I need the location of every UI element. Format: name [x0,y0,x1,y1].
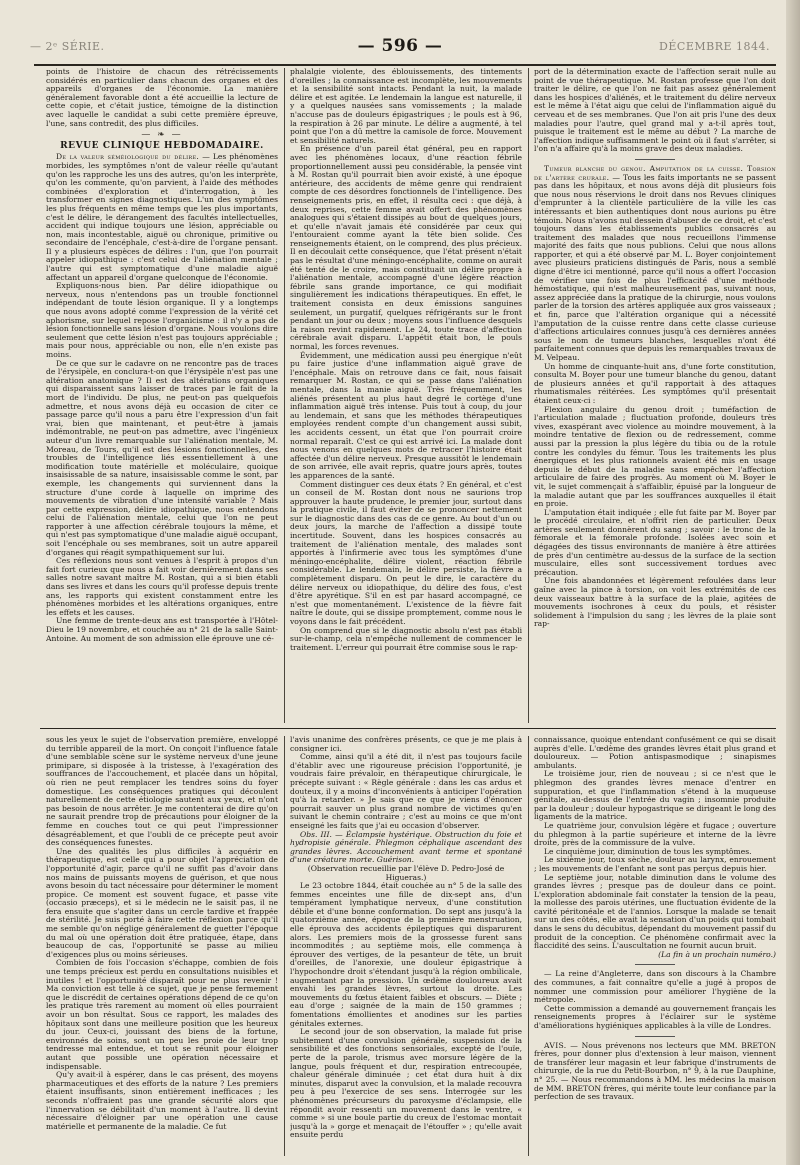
header-series: — 2ᵉ SÉRIE. [30,40,105,53]
paragraph: En présence d'un pareil état général, peu en rapport avec les phénomènes locaux, d'une réaction fébrile proportionnellement aussi peu considérable, la pensée vint à M. Rostan qu'il pourrait bien avoir existé, à une époque antérieure, des accidents de même genre qui rendraient compte de ces désordres fonctionnels de l'intelligence. Des renseignements pris, en effet, il résulta ceci : que déjà, à deux reprises, cette femme avait offert des phénomènes analogues qui s'étaient dissipés au bout de quelques jours, et qu'elle n'avait jamais été considérée par ceux qui l'entouraient comme ayant la tête bien solide. Ces renseignements étaient, on le comprend, des plus précieux. Il en découlait cette conséquence, que l'état présent n'était pas le résultat d'une méningo-encéphalite, comme on aurait été tenté de le croire, mais constituait un délire propre à l'aliénation mentale, accompagné d'une légère réaction fébrile sans grande importance, ce qui modifiait singulièrement les indications thérapeutiques. En effet, le traitement consista en deux émissions sanguines seulement, un purgatif, quelques réfrigérants sur le front pendant un jour ou deux ; moyens sous l'influence desquels la raison revint rapidement. Le 24, toute trace d'affection cérébrale avait disparu. L'appétit était bon, le pouls normal, les forces revenues. [290,144,522,351]
observation-title: Obs. III. — Éclampsie hystérique. Obstruction du foie et hydropisie générale. Phlegmon céphalique ascendant des grandes lèvres. Accouchement avant terme et spontané d'une créature morte. Guérison. [290,829,522,865]
paragraph: Comment distinguer ces deux états ? En général, et c'est un conseil de M. Rostan dont nous ne saurions trop approuver la haute prudence, le premier jour, surtout dans la pratique civile, il faut éviter de se prononcer nettement sur le diagnostic dans des cas de ce genre. Au bout d'un ou deux jours, la marche de l'affection a dissipé toute incertitude. Souvent, dans les hospices consacrés au traitement de l'aliénation mentale, des malades sont apportés à l'infirmerie avec tous les symptômes d'une méningo-encéphalite, délire violent, réaction fébrile considérable. Le lendemain, le délire persiste, la fièvre a complètement disparu. On peut le dire, le caractère du délire nerveux ou idiopathique, du délire des fous, c'est d'être apyrétique. S'il en est par hasard accompagné, ce n'est que momentanément. L'existence de la fièvre fait naître le doute, qui se dissipe promptement, comme nous le voyons dans le fait précédent. [290,479,522,626]
paragraph: phalalgie violente, des éblouissements, des tintements d'oreilles ; la connaissance est incomplète, les mouvements et la sensibilité sont intacts. Pendant la nuit, la malade délire et est agitée. Le lendemain la langue est naturelle, il y a quelques nausées sans vomissements ; la malade n'accuse pas de douleurs épigastriques ; le pouls est à 96, la respiration à 26 par minute. Le délire a augmenté, à tel point que l'on a dû mettre la camisole de force. Mouvement et sensibilité naturels. [290,68,522,145]
paragraph: Le sixième jour, toux sèche, douleur au larynx, enrouement ; les mouvements de l'enfant ne sont pas perçus depuis hier. [534,855,776,873]
column-3 [534,68,776,723]
paragraph: Une fois abandonnées et légèrement refoulées dans leur gaîne avec la pince à torsion, on voit les extrémités de ces deux vaisseaux battre à la surface de la plaie, agitées de mouvements isochrones à ceux du pouls, et résister solidement à l'impulsion du sang ; les lèvres de la plaie sont rap- [534,576,776,629]
header-date: DÉCEMBRE 1844. [659,40,770,53]
separator-rule [635,964,675,965]
running-header [20,36,780,58]
paragraph: l'avis unanime des confrères présents, ce que je me plais à consigner ici. [290,736,522,753]
paragraph-text: — Tous les faits importants ne se passent pas dans les hôpitaux, et nous avons déjà dit plusieurs fois que nous nous réservions le droit dans nos Revues cliniques d'emprunter à la clientèle particulière de la ville les cas intéressants et bien authentiques dont nous aurions pu être témoin. Nous n'avons nul dessein d'abuser de ce droit, et c'est toujours dans les établissements publics consacrés au traitement des malades que nous recueillons l'immense majorité des faits que nous publions. Celui que nous allons rapporter, et qui a été observé par M. L. Boyer conjointement avec plusieurs praticiens distingués de Paris, nous a semblé digne d'être ici mentionné, parce qu'il nous a offert l'occasion de vérifier une fois de plus l'efficacité d'une méthode hémostatique, qui n'est malheureusement pas, suivant nous, assez appréciée dans la pratique de la chirurgie, nous voulons parler de la torsion des artères appliquée aux gros vaisseaux ; et fin, parce que l'altération organique qui a nécessité l'amputation de la cuisse rentre dans cette classe curieuse d'affections articulaires connues jusqu'à ces dernières années sous le nom de tumeurs blanches, lesquelles n'ont été parfaitement connues que depuis les remarquables travaux de M. Velpeau. [534,172,776,362]
paragraph: Cette commission a demandé au gouvernement français les renseignements propres à l'éclairer sur le système d'améliorations hygiéniques applicables à la ville de Londres. [534,1003,776,1030]
paragraph: Le septième jour, notable diminution dans le volume des grandes lèvres ; presque pas de douleur dans ce point. L'exploration abdominale fait constater la tension de la peau, la mollesse des parois utérines, une fluctuation évidente de la cavité péritonéale et de l'annios. Lorsque la malade se tenait sur un des côtés, elle avait la sensation d'un poids qui tombait dans le sens du décubitus, dépendant du mouvement passif du produit de la conception. Ce phénomène confirmait avec la flaccidité des seins. L'auscultation ne fournit aucun bruit. [534,872,776,951]
paragraph-text: — Les phénomènes morbides, les symptômes n'ont de valeur réelle qu'autant qu'on les rapproche les uns des autres, qu'on les interprète, qu'on les commente, qu'on parvient, à l'aide des méthodes combinées d'exploration et d'interrogation, à les transformer en signes diagnostiques. L'un des symptômes les plus fréquents en même temps que les plus importants, c'est le délire, le dérangement des facultés intellectuelles, accident qui indique toujours une lésion, appréciable ou non, mais incontestable, aiguë ou chronique, primitive ou secondaire de l'encéphale, c'est-à-dire de l'organe pensant. Il y a plusieurs espèces de délires : l'un, que l'on pourrait appeler idiopathique : c'est celui de l'aliénation mentale ; l'autre qui est symptomatique d'une maladie aiguë affectant un appareil d'organe quelconque de l'économie. [46,152,278,282]
column-divider [528,736,529,1156]
header-rule [34,64,776,66]
paragraph: Le troisième jour, rien de nouveau ; si ce n'est que le phlegmon des grandes lèvres menace d'entrer en suppuration, et que l'inflammation s'étend à la muqueuse génitale, au-dessus de l'entrée du vagin ; insomnie produite par la douleur ; douleur hypogastrique se dirigeant le long des ligaments de la matrice. [534,769,776,822]
section-title: REVUE CLINIQUE HEBDOMADAIRE. [60,140,264,151]
column-2 [290,68,522,723]
paragraph: Ces réflexions nous sont venues à l'esprit à propos d'un fait fort curieux que nous a fait voir dernièrement dans ses salles notre savant maître M. Rostan, qui a si bien établi dans ses livres et dans les cours qu'il professe depuis trente ans, les rapports qui existent constamment entre les phénomènes morbides et les altérations organiques, entre les effets et les causes. [46,556,278,617]
paragraph [534,165,776,363]
lead-heading: De la valeur séméiologique du délire. [56,152,200,162]
paragraph: Le quatrième jour, convulsion légère et fugace ; ouverture du phlegmon à la partie supérieure et interne de la lèvre droite, près de la commissure de la vulve. [534,820,776,848]
paragraph: L'amputation était indiquée ; elle fut faite par M. Boyer par le procédé circulaire, et n'offrit rien de particulier. Deux artères seulement donnèrent du sang ; savoir : le tronc de la fémorale et la fémorale profonde. Isolées avec soin et dégagées des tissus environnants de manière à être attirées de près d'un centimètre au-dessus de la surface de la section musculaire, elles sont successivement tordues avec précaution. [534,507,776,577]
notice-paragraph [534,1042,776,1102]
column-divider [284,68,285,723]
lead-heading: Tumeur blanche du genou. Amputation de la cuisse. Torsion de l'artère crurale. [534,163,776,182]
paragraph: Le cinquième jour, diminution de tous les symptômes. [544,846,752,856]
notice-label: AVIS. [544,1040,567,1050]
section-divider [40,728,776,729]
paragraph: Comme, ainsi qu'il a été dit, il n'est pas toujours facile d'établir avec une rigoureuse précision l'opportunité, je voudrais faire prévaloir, en thérapeutique chirurgicale, le précepte suivant : « Règle générale : dans les cas ardus et douteux, il y a moins d'inconvénients à anticiper l'opération qu'à la retarder. » Je sais que ce que je viens d'énoncer pourrait sauver un plus grand nombre de victimes qu'en suivant le chemin contraire ; c'est au moins ce que m'ont enseigné les faits que j'ai eu occasion d'observer. [290,752,522,830]
paragraph: On comprend que si le diagnostic absolu n'est pas établi sur-le-champ, cela n'empêche nullement de commencer le traitement. L'erreur qui pourrait être commise sous le rap- [290,625,522,652]
separator-rule [635,159,675,160]
column-divider [284,736,285,1156]
paragraph: points de l'histoire de chacun des rétrécissements considérés en particulier dans chacun des organes et des appareils d'organes de l'économie. La manière généralement favorable dont a été accueillie la lecture de cette copie, et c'était justice, témoigne de la distinction avec laquelle le candidat a subi cette première épreuve, l'une, sans contredit, des plus difficiles. [46,68,278,128]
paragraph: Un homme de cinquante-huit ans, d'une forte constitution, consulta M. Boyer pour une tumeur blanche du genou, datant de plusieurs années et qu'il rapportait à des attaques rhumatismales réitérées. Les symptômes qu'il présentait étaient ceux-ci : [534,361,776,405]
paragraph: De ce que sur le cadavre on ne rencontre pas de traces de l'érysipèle, en conclura-t-on que l'érysipèle n'est pas une altération anatomique ? Il est des altérations organiques qui disparaissent sans laisser de traces par le fait de la mort de l'individu. De plus, ne peut-on pas quelquefois admettre, et nous avons déjà eu occasion de citer ce passage parce qu'il nous a paru être l'expression d'un fait vrai, bien que maintenant, et peut-être à jamais indémontrable, ne peut-on pas admettre, avec l'ingénieux auteur d'un livre remarquable sur l'aliénation mentale, M. Moreau, de Tours, qu'il est des lésions fonctionnelles, des troubles de l'intelligence liés essentiellement à une modification toute matérielle et moléculaire, quoique insaisissable de sa nature, insaisissable comme le sont, par exemple, les changements qui surviennent dans la structure d'une corde à laquelle on imprime des mouvements de vibration d'une intensité variable ? Mais par cette expression, délire idiopathique, nous entendons celui de l'aliénation mentale, celui que l'on ne peut rapporter à une affection cérébrale toujours la même, et qui n'est pas symptomatique d'une maladie aiguë occupant, soit l'encéphale ou ses membranes, soit un autre appareil d'organes qui réagit sympathiquement sur lui. [46,358,278,557]
paragraph: — La reine d'Angleterre, dans son discours à la Chambre des communes, a fait connaître qu'elle a jugé à propos de nommer une commission pour améliorer l'hygiène de la métropole. [534,969,776,1005]
page-number: — 596 — [357,36,443,56]
paragraph: Évidemment, une médication aussi peu énergique n'eût pu faire justice d'une inflammation aiguë grave de l'encéphale. Mais on retrouve dans ce fait, nous faisait remarquer M. Rostan, ce qui se passe dans l'aliénation mentale, dans la manie aiguë. Très fréquemment, les aliénés présentent au plus haut degré le cortège d'une inflammation aiguë très intense. Puis tout à coup, du jour au lendemain, et sans que les méthodes thérapeutiques employées rendent compte d'un changement aussi subit, les accidents cessent, un état que l'on pourrait croire normal reparaît. C'est ce qui est arrivé ici. La malade dont nous venons en quelques mots de retracer l'histoire était affectée d'un délire nerveux. Presque aussitôt le lendemain de son arrivée, elle avait repris, quatre jours après, toutes les apparences de la santé. [290,350,522,480]
paragraph: Une des qualités les plus difficiles à acquérir en thérapeutique, est celle qui a pour objet l'appréciation de l'opportunité d'agir, parce qu'il ne suffit pas d'avoir dans nos mains de puissants moyens de guérison, et que nous avons besoin du tact nécessaire pour déterminer le moment propice. Ce moment est souvent fugace, et passe vite (occasio præceps), et si le médecin ne le saisit pas, il ne fera ensuite que s'agiter dans un cercle tardive et frappée de stérilité. Je suis porté à faire cette réflexion parce qu'il me semble qu'on néglige généralement de guetter l'époque du mal où une opération doit être pratiquée, étape, dans beaucoup de cas, l'opportunité se passe au milieu d'exigences plus ou moins sérieuses. [46,846,278,959]
notice-text: — Nous prévenons nos lecteurs que MM. BRETON frères, pour donner plus d'extension à leur maison, viennent de transférer leur magasin et leur fabrique d'instruments de chirurgie, de la rue du Petit-Bourbon, n° 9, à la rue Dauphine, n° 25. — Nous recommandons à MM. les médecins la maison de MM. BRETON frères, qui mérite toute leur confiance par la perfection de ses travaux. [534,1040,776,1102]
paragraph: Expliquons-nous bien. Par délire idiopathique ou nerveux, nous n'entendons pas un trouble fonctionnel indépendant de toute lésion organique. Il y a longtemps que nous avons adopté comme l'expression de la vérité cet aphorisme, sur lequel repose l'organicisme : il n'y a pas de lésion fonctionnelle sans lésion d'organe. Nous voulons dire seulement que cette lésion n'est pas toujours appréciable ; mais pour nous, appréciable ou non, elle n'en existe pas moins. [46,281,278,359]
column-4 [46,736,278,1156]
paragraph: Qu'y avait-il à espérer, dans le cas présent, des moyens pharmaceutiques et des efforts de la nature ? Les premiers étaient insuffisants, sinon entièrement inefficaces ; les seconds n'offraient pas une grande sécurité alors que l'innervation se débilitait d'un moment à l'autre. Il devint nécessaire d'éloigner par une opération une cause matérielle et permanente de la maladie. Ce fut [46,1070,278,1131]
column-6 [534,736,776,1156]
paragraph: Le 23 octobre 1844, était couchée au n° 5 de la salle des femmes enceintes une fille de dix-sept ans, d'un tempérament lymphatique nerveux, d'une constitution débile et d'une bonne conformation. Do sept ans jusqu'à la quatorzième année, époque de la première menstruation, elle éprouva des accidents épileptiques qui disparurent alors. Les premiers mois de la grossesse furent sans incommodités ; au septième mois, elle commença à éprouver des vertiges, de la pesanteur de tête, un bruit d'oreilles, de l'anorexie, une douleur épigastrique à l'hypochondre droit s'étendant jusqu'à la région ombilicale, augmentant par la pression. Un œdème douloureux avait envahi les grandes lèvres, surtout la droite. Les mouvements du fœtus étaient faibles et obscurs. — Diète ; eau d'orge ; saignée de la main de 150 grammes ; fomentations émollientes et anodines sur les parties génitales externes. [290,881,522,1028]
column-divider [528,68,529,723]
paragraph: sous les yeux le sujet de l'observation première, enveloppé du terrible appareil de la mort. On conçoit l'influence fatale d'une semblable scène sur le système nerveux d'une jeune primipare, si disposée à la tristesse, à l'exagération des souffrances de l'accouchement, et placée dans un hôpital, où rien ne peut remplacer les tendres soins du foyer domestique. Les conséquences pratiques qui découlent naturellement de cette étiologie sautent aux yeux, et n'ont pas besoin de nous arrêter. Je me contenterai de dire qu'on ne saurait prendre trop de précautions pour éloigner de la femme en couches tout ce qui peut l'impressionner désagréablement, et que l'oubli de ce précepte peut avoir des conséquences funestes. [46,736,278,848]
observation-note: (Observation recueillie par l'élève D. Pedro-José de Higueras.) [307,863,505,882]
separator-rule [635,1036,675,1037]
page-binding-edge [786,0,800,1165]
paragraph: Flexion angulaire du genou droit ; tuméfaction de l'articulation malade ; fluctuation profonde, douleurs très vives, exaspérant avec violence au moindre mouvement, à la moindre tentative de flexion ou de redressement, comme aussi par la pression la plus légère du tibia ou de la rotule contre les condyles du fémur. Tous les traitements les plus énergiques et les plus rationnels avaient été mis en usage depuis le début de la maladie sans empêcher l'affection articulaire de faire des progrès. Au moment où M. Boyer le vit, le sujet commençait à s'affaiblir, épuisé par la longueur de la maladie autant que par les souffrances auxquelles il était en proie. [534,404,776,509]
column-1 [46,68,278,723]
paragraph: Une femme de trente-deux ans est transportée à l'Hôtel-Dieu le 19 novembre, et couchée au n° 21 de la salle Saint-Antoine. Au moment de son admission elle éprouve une cé- [46,616,278,643]
ornament-divider: — ❧ — [141,130,183,141]
paragraph: Le second jour de son observation, la malade fut prise subitement d'une convulsion générale, suspension de la sensibilité et des fonctions sensoriales, excepté de l'ouïe, perte de la parole, trismus avec morsure légère de la langue, pouls fréquent et dur, respiration entrecoupée, chaleur générale diminuée ; cet état dura huit à dix minutes, disparut avec la convulsion, et la malade recouvra peu à peu l'exercice de ses sens. Interrogée sur les phénomènes précurseurs du paroxysme d'éclampsie, elle répondit avoir ressenti un mouvement dans le ventre, « comme » si une boule partie du creux de l'estomac montait jusqu'à la » gorge et menaçait de l'étouffer » ; qu'elle avait ensuite perdu [290,1027,522,1140]
to-be-continued: (La fin à un prochain numéro.) [658,949,776,959]
paragraph [46,153,278,282]
column-5 [290,736,522,1156]
paragraph: Combien de fois l'occasion s'échappe, combien de fois une temps précieux est perdu en consultations nuisibles et inutiles ! et l'opportunité disparaît pour ne plus revenir ! Ma conviction est telle à ce sujet, que je pense fermement que le discrédit de certaines opérations dépend de ce qu'on les pratique très rarement au moment où elles pourraient avoir un bon résultat. Sous ce rapport, les malades des hôpitaux sont dans une meilleure position que les heureux du jour. Ceux-ci, jouissant des biens de la fortune, environnés de soins, sont un peu les proie de leur trop tendresse mal entendue, et tout se réunit pour éloigner autant que possible une opération nécessaire et indispensable. [46,958,278,1071]
paragraph: port de la détermination exacte de l'affection serait nulle au point de vue thérapeutique. M. Rostan professe que l'on doit traiter le délire, ce que l'on ne fait pas assez généralement dans les hospices d'aliénés, et le traitement du délire nerveux est le même à l'état aigu que celui de l'inflammation aiguë du cerveau et de ses membranes. Que l'on ait pris l'une des deux maladies pour l'autre, quel grand mal y a-t-il après tout, puisque le traitement est le même au début ? La marche de l'affection indique suffisamment le point où il faut s'arrêter, si l'on n'a affaire qu'à la moins grave des deux maladies. [534,68,776,154]
paragraph: connaissance, quoique entendant confusément ce qui se disait auprès d'elle. L'œdème des grandes lèvres était plus grand et douloureux. — Potion antispasmodique ; sinapismes ambulants. [534,736,776,770]
